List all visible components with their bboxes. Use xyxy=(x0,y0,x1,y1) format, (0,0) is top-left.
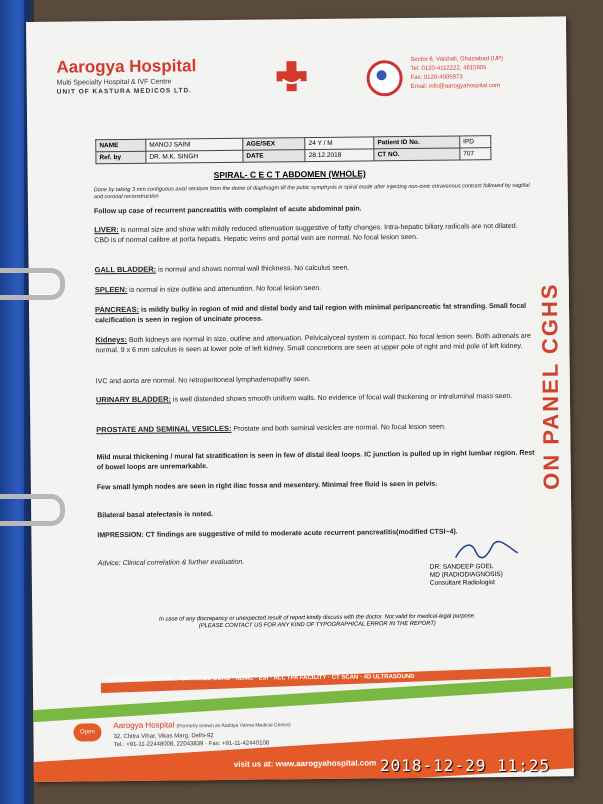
ivc-text: IVC and aorta are normal. No retroperitoneal lymphadenopathy seen. xyxy=(95,376,311,386)
footer-address-line1: 32, Chitra Vihar, Vikas Marg, Delhi-92 xyxy=(113,733,214,741)
name-label: NAME xyxy=(96,139,146,152)
kidneys-section xyxy=(95,331,535,356)
prostate-section xyxy=(96,421,536,436)
liver-text: is normal size and show with mildly reduced attenuation suggestive of fatty changes. Intra-hepatic biliary radicals are not dilated. CBD is of normal calibre at porta hepatis. Hepatic veins and portal vein are normal. No focal lesion seen. xyxy=(94,222,518,244)
bladder-heading: URINARY BLADDER: xyxy=(95,394,172,405)
report-sheet xyxy=(26,16,574,782)
date-label: DATE xyxy=(243,150,306,163)
gallbladder-section xyxy=(95,261,535,276)
patient-info-table xyxy=(95,135,491,164)
disclaimer xyxy=(102,613,532,632)
hospital-name: Aarogya Hospital xyxy=(56,56,197,77)
spleen-section xyxy=(95,281,535,296)
services-text: 100 BEDDED HOSPITAL · ON PANEL CGHS · NDMC · ESI · ALL TPA FACILITY · CT SCAN · 4D ULTRASOUND xyxy=(106,673,415,684)
nodes-text: Few small lymph nodes are seen in right iliac fossa and mesentery. Minimal free fluid is seen in pelvis. xyxy=(96,480,438,492)
pancreas-section xyxy=(95,301,535,326)
technique: Done by taking 3 mm contiguous axial sections from the dome of diaphragm till the pubic symphysis in spiral mode after injecting non-ionic intravenous contrast followed by sagittal and coronal reconstruction xyxy=(93,182,530,201)
website-link[interactable]: visit us at: www.aarogyahospital.com xyxy=(233,758,377,769)
referring-doctor: DR. M.K. SINGH xyxy=(146,150,243,163)
signature-icon xyxy=(451,537,521,564)
liver-heading: LIVER: xyxy=(94,225,119,235)
binder-ring-bottom xyxy=(0,494,65,526)
bowel-text: Mild mural thickening / mural fat stratification is seen in few of distal ileal loops. IC junction is pulled up in right lumbar region. Rest of bowel loops are unremarkable. xyxy=(96,449,535,471)
footer-formerly: (Formerly known as Aaditya Varma Medical Centre) xyxy=(176,722,291,730)
report-date: 28.12.2018 xyxy=(305,149,374,162)
advice: Advice: Clinical correlation & further evaluation. xyxy=(97,558,245,568)
intro: Follow up case of recurrent pancreatitis with complaint of acute abdominal pain. xyxy=(93,205,362,216)
binder-ring-top xyxy=(0,268,65,300)
address-line: Tel: 0120-4112222, 4615905 xyxy=(410,65,487,72)
disclaimer-line1: In case of any discrepancy or unexpected result of report kindly discuss with the doctor. Not valid for medical-legal purpose. xyxy=(158,613,476,623)
gb-text: is normal and shows normal wall thickness. No calculus seen. xyxy=(156,264,350,274)
signature-block xyxy=(430,562,560,587)
ct-label: CT NO. xyxy=(374,148,460,161)
address-line: Sector 6, Vaishali, Ghaziabad (UP) xyxy=(410,56,504,63)
footer-badge: Open xyxy=(73,723,101,741)
kidneys-text: Both kidneys are normal in size, outline and attenuation. Pelvicalyceal system is compact. No focal lesion seen. Both adrenals are normal. 9 x 6 mm calculus is seen at lower pole of left kidney. Small concretions are seen at upper pole of right and mid pole of left kidney. xyxy=(95,332,531,354)
hospital-logo xyxy=(56,56,196,95)
spleen-heading: SPLEEN: xyxy=(94,284,128,295)
hospital-unit: UNIT OF KASTURA MEDICOS LTD. xyxy=(56,87,193,96)
photo-timestamp: 2018-12-29 11:25 xyxy=(380,756,551,775)
patient-id: IPD xyxy=(460,136,491,148)
kidneys-heading: Kidneys: xyxy=(95,334,128,345)
prostate-text: Prostate and both seminal vesicles are normal. No focal lesion seen. xyxy=(231,423,446,433)
footer-hospital-name: Aarogya Hospital xyxy=(113,720,175,731)
address-line: Email: info@aarogyahospital.com xyxy=(410,83,501,90)
patient-name: MANOJ SAINI xyxy=(146,138,243,151)
patient-agesex: 24 Y / M xyxy=(305,137,374,150)
pancreas-text: is mildly bulky in region of mid and distal body and tail region with minimal peripancreatic fat stranding. Small focal calcification is seen in region of uncinate process. xyxy=(95,302,527,324)
liver-section xyxy=(94,221,534,246)
spleen-text: is normal in size outline and attenuation. No focal lesion seen. xyxy=(127,284,322,294)
side-tab-label: ON PANEL CGHS xyxy=(536,282,564,490)
bladder-section xyxy=(96,391,536,406)
footer-hospital xyxy=(113,719,290,730)
radiologist-role: Consultant Radiologist xyxy=(429,579,495,587)
agesex-label: AGE/SEX xyxy=(243,138,306,151)
disclaimer-line2: (PLEASE CONTACT US FOR ANY KIND OF TYPOGRAPHICAL ERROR IN THE REPORT) xyxy=(198,620,436,630)
prostate-heading: PROSTATE AND SEMINAL VESICLES: xyxy=(96,423,232,435)
impression: IMPRESSION: CT findings are suggestive of mild to moderate acute recurrent pancreatitis(modified CTSI~4). xyxy=(97,528,458,540)
radiologist-qualification: MD (RADIODIAGNOSIS) xyxy=(429,571,503,579)
accreditation-emblem-icon xyxy=(366,60,402,96)
report-title: SPIRAL- C E C T ABDOMEN (WHOLE) xyxy=(213,168,366,181)
pancreas-heading: PANCREAS: xyxy=(94,304,140,315)
ref-label: Ref. by xyxy=(96,151,146,164)
hospital-address xyxy=(410,55,503,92)
hospital-cross-icon xyxy=(274,59,308,93)
atelectasis-text: Bilateral basal atelectasis is noted. xyxy=(97,511,214,520)
footer-address-line2: Tel.: +91-11-22448008, 22043839 · Fax: +91-11-42440108 xyxy=(113,740,270,749)
radiologist-name: DR. SANDEEP GOEL xyxy=(429,563,494,571)
address-line: Fax: 0120-4005973 xyxy=(410,74,463,81)
gb-heading: GALL BLADDER: xyxy=(94,264,157,275)
footer-address xyxy=(113,731,269,749)
ct-number: 707 xyxy=(460,148,491,160)
hospital-sub: Multi Specialty Hospital & IVF Centre xyxy=(56,78,172,87)
pid-label: Patient ID No. xyxy=(374,136,460,149)
bladder-text: is well distended shows smooth uniform walls. No evidence of focal wall thickening or intraluminal mass seen. xyxy=(170,392,513,404)
side-tab xyxy=(529,276,574,536)
